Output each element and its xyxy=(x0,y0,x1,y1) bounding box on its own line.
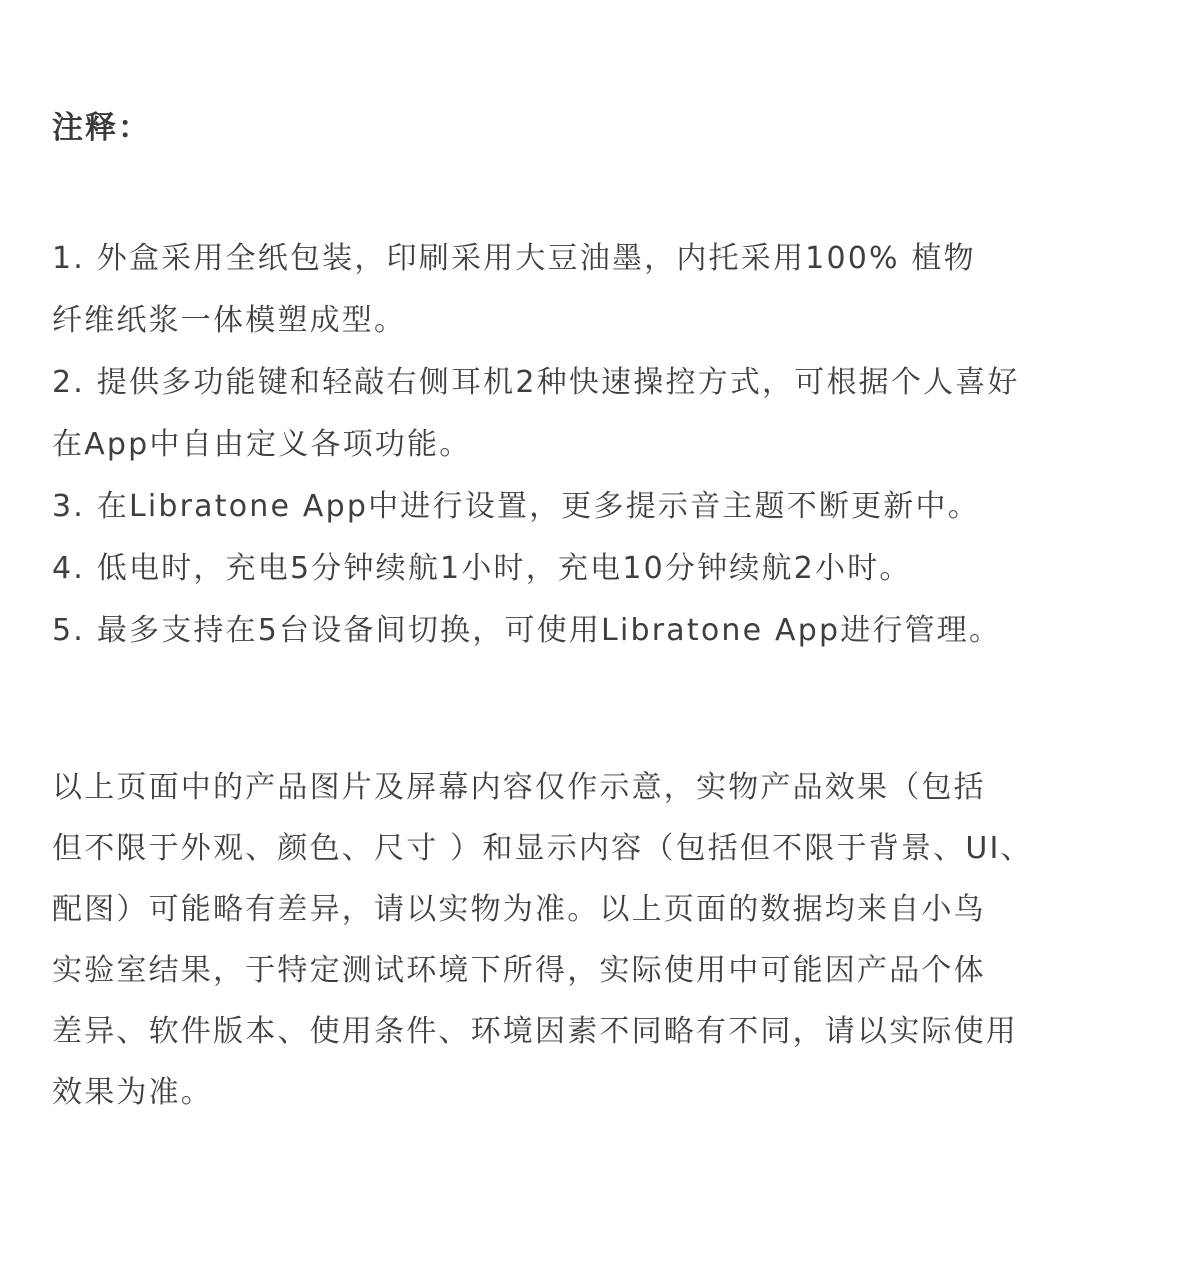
note-line: 1. 外盒采用全纸包装，印刷采用大豆油墨，内托采用100% 植物 xyxy=(52,241,976,276)
note-line: 在App中自由定义各项功能。 xyxy=(52,427,472,462)
note-line: 纤维纸浆一体模塑成型。 xyxy=(52,303,407,338)
note-line: 2. 提供多功能键和轻敲右侧耳机2种快速操控方式，可根据个人喜好 xyxy=(52,365,1020,400)
notes-list xyxy=(52,228,1162,662)
disclaimer-line: 配图）可能略有差异，请以实物为准。以上页面的数据均来自小鸟 xyxy=(52,892,986,927)
disclaimer-paragraph xyxy=(52,757,1162,1123)
disclaimer-line: 效果为准。 xyxy=(52,1075,213,1110)
disclaimer-line: 但不限于外观、颜色、尺寸 ）和显示内容（包括但不限于背景、UI、 xyxy=(52,831,1033,866)
note-line: 4. 低电时，充电5分钟续航1小时，充电10分钟续航2小时。 xyxy=(52,551,912,586)
disclaimer-line: 以上页面中的产品图片及屏幕内容仅作示意，实物产品效果（包括 xyxy=(52,770,986,805)
notes-title: 注释： xyxy=(52,110,151,146)
disclaimer-line: 实验室结果，于特定测试环境下所得，实际使用中可能因产品个体 xyxy=(52,953,986,988)
disclaimer-line: 差异、软件版本、使用条件、环境因素不同略有不同，请以实际使用 xyxy=(52,1014,1018,1049)
note-line: 3. 在Libratone App中进行设置，更多提示音主题不断更新中。 xyxy=(52,489,980,524)
note-line: 5. 最多支持在5台设备间切换，可使用Libratone App进行管理。 xyxy=(52,613,1002,648)
